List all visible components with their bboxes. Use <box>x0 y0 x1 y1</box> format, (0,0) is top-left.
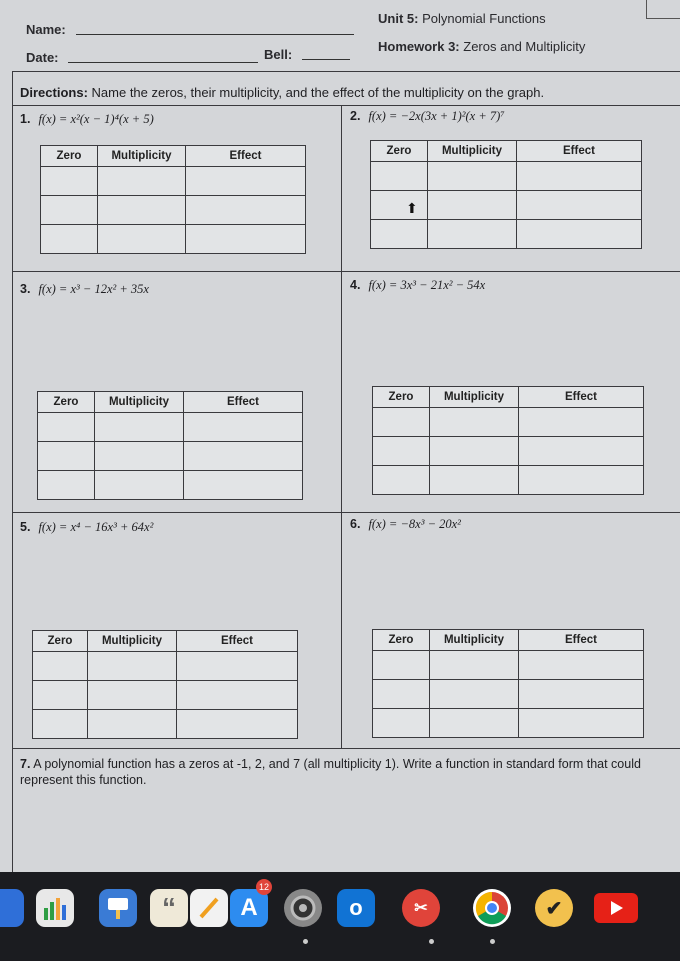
running-indicator <box>429 939 434 944</box>
multiplicity-header: Multiplicity <box>428 141 517 162</box>
zero-cell[interactable] <box>41 167 98 196</box>
zero-cell[interactable] <box>33 681 88 710</box>
multiplicity-cell[interactable] <box>88 681 177 710</box>
effect-cell[interactable] <box>184 442 303 471</box>
running-indicator <box>303 939 308 944</box>
effect-header: Effect <box>517 141 642 162</box>
multiplicity-cell[interactable] <box>430 466 519 495</box>
settings-icon[interactable] <box>284 889 322 927</box>
problem-5: 5. f(x) = x⁴ − 16x³ + 64x² <box>20 520 154 534</box>
zero-cell[interactable] <box>373 408 430 437</box>
column-divider <box>341 105 342 748</box>
problem-3: 3. f(x) = x³ − 12x² + 35x <box>20 282 149 296</box>
divider <box>12 748 680 749</box>
multiplicity-cell[interactable] <box>88 710 177 739</box>
table-row <box>38 413 303 442</box>
table-row <box>38 471 303 500</box>
chrome-logo-icon <box>475 891 509 925</box>
multiplicity-cell[interactable] <box>428 191 517 220</box>
answer-table-2 <box>370 140 642 249</box>
table-row <box>33 652 298 681</box>
effect-cell[interactable] <box>519 437 644 466</box>
table-row <box>33 710 298 739</box>
multiplicity-cell[interactable] <box>430 680 519 709</box>
effect-cell[interactable] <box>519 651 644 680</box>
zero-header: Zero <box>38 392 95 413</box>
effect-cell[interactable] <box>186 225 306 254</box>
zero-cell[interactable] <box>371 191 428 220</box>
multiplicity-cell[interactable] <box>430 408 519 437</box>
multiplicity-header: Multiplicity <box>430 630 519 651</box>
table-row <box>373 408 644 437</box>
zero-cell[interactable] <box>373 466 430 495</box>
zero-cell[interactable] <box>33 652 88 681</box>
zero-cell[interactable] <box>373 437 430 466</box>
pencil-icon[interactable] <box>190 889 228 927</box>
notification-badge: 12 <box>256 879 272 895</box>
multiplicity-cell[interactable] <box>430 651 519 680</box>
effect-header: Effect <box>519 630 644 651</box>
effect-cell[interactable] <box>519 680 644 709</box>
zero-header: Zero <box>373 387 430 408</box>
effect-header: Effect <box>184 392 303 413</box>
multiplicity-header: Multiplicity <box>95 392 184 413</box>
effect-cell[interactable] <box>184 413 303 442</box>
multiplicity-header: Multiplicity <box>88 631 177 652</box>
gear-icon <box>289 894 317 922</box>
effect-cell[interactable] <box>519 408 644 437</box>
zero-cell[interactable] <box>33 710 88 739</box>
unit-title: Unit 5: Polynomial Functions <box>378 11 546 26</box>
answer-table-4 <box>372 386 644 495</box>
bell-label: Bell: <box>264 47 293 62</box>
keynote-icon[interactable] <box>99 889 137 927</box>
table-row <box>33 681 298 710</box>
scissors-icon[interactable]: ✂ <box>402 889 440 927</box>
zero-cell[interactable] <box>41 225 98 254</box>
table-row <box>373 466 644 495</box>
notes-quote-icon[interactable]: “ <box>150 889 188 927</box>
zero-cell[interactable] <box>373 709 430 738</box>
zero-cell[interactable] <box>371 162 428 191</box>
answer-table-5 <box>32 630 298 739</box>
effect-cell[interactable] <box>519 709 644 738</box>
name-label: Name: <box>26 22 66 37</box>
table-row <box>373 709 644 738</box>
multiplicity-cell[interactable] <box>98 196 186 225</box>
chrome-icon[interactable] <box>473 889 511 927</box>
effect-cell[interactable] <box>186 167 306 196</box>
answer-table-1 <box>40 145 306 254</box>
corner-box <box>646 0 680 19</box>
name-line <box>76 34 354 35</box>
play-icon <box>608 900 624 916</box>
app-store-icon[interactable]: A <box>230 889 268 927</box>
multiplicity-cell[interactable] <box>98 167 186 196</box>
date-label: Date: <box>26 50 59 65</box>
multiplicity-cell[interactable] <box>88 652 177 681</box>
zero-cell[interactable] <box>38 471 95 500</box>
date-line <box>68 62 258 63</box>
multiplicity-cell[interactable] <box>95 471 184 500</box>
mouse-cursor-icon: ⬆ <box>406 200 418 216</box>
answer-table-6 <box>372 629 644 738</box>
effect-cell[interactable] <box>177 710 298 739</box>
bell-line <box>302 59 350 60</box>
effect-cell[interactable] <box>519 466 644 495</box>
effect-cell[interactable] <box>517 191 642 220</box>
zero-header: Zero <box>371 141 428 162</box>
pencil-glyph-icon <box>196 895 222 921</box>
table-row <box>41 196 306 225</box>
effect-cell[interactable] <box>517 220 642 249</box>
effect-cell[interactable] <box>186 196 306 225</box>
divider <box>12 105 680 106</box>
running-indicator <box>490 939 495 944</box>
effect-header: Effect <box>519 387 644 408</box>
problem-6: 6. f(x) = −8x³ − 20x² <box>350 517 461 531</box>
zero-cell[interactable] <box>373 651 430 680</box>
numbers-icon[interactable] <box>36 889 74 927</box>
problem-4: 4. f(x) = 3x³ − 21x² − 54x <box>350 278 486 292</box>
zero-cell[interactable] <box>371 220 428 249</box>
keynote-podium-icon <box>105 895 131 921</box>
table-row <box>371 220 642 249</box>
multiplicity-header: Multiplicity <box>98 146 186 167</box>
multiplicity-cell[interactable] <box>430 709 519 738</box>
multiplicity-cell[interactable] <box>95 413 184 442</box>
effect-header: Effect <box>177 631 298 652</box>
zero-cell[interactable] <box>38 442 95 471</box>
table-row <box>41 225 306 254</box>
zero-header: Zero <box>41 146 98 167</box>
divider <box>12 512 680 513</box>
table-row <box>373 437 644 466</box>
table-row <box>41 167 306 196</box>
effect-cell[interactable] <box>517 162 642 191</box>
table-row <box>38 442 303 471</box>
zero-cell[interactable] <box>41 196 98 225</box>
zero-header: Zero <box>33 631 88 652</box>
directions: Directions: Name the zeros, their multiplicity, and the effect of the multiplicity on the graph. <box>20 85 545 100</box>
multiplicity-cell[interactable] <box>428 162 517 191</box>
answer-table-3 <box>37 391 303 500</box>
effect-cell[interactable] <box>177 652 298 681</box>
table-row <box>371 162 642 191</box>
table-row <box>373 680 644 709</box>
homework-title: Homework 3: Zeros and Multiplicity <box>378 39 586 54</box>
outlook-icon[interactable]: o <box>337 889 375 927</box>
multiplicity-cell[interactable] <box>95 442 184 471</box>
problem-1: 1. f(x) = x²(x − 1)⁴(x + 5) <box>20 112 154 126</box>
question-7: 7. A polynomial function has a zeros at -1, 2, and 7 (all multiplicity 1). Write a function in standard form that could represent this function. <box>20 757 641 787</box>
zero-header: Zero <box>373 630 430 651</box>
zero-cell[interactable] <box>38 413 95 442</box>
multiplicity-cell[interactable] <box>428 220 517 249</box>
divider <box>12 271 680 272</box>
multiplicity-cell[interactable] <box>430 437 519 466</box>
multiplicity-header: Multiplicity <box>430 387 519 408</box>
problem-2: 2. f(x) = −2x(3x + 1)²(x + 7)⁷ <box>350 109 505 123</box>
effect-cell[interactable] <box>184 471 303 500</box>
zero-cell[interactable] <box>373 680 430 709</box>
effect-cell[interactable] <box>177 681 298 710</box>
multiplicity-cell[interactable] <box>98 225 186 254</box>
checkmark-icon[interactable]: ✔ <box>535 889 573 927</box>
effect-header: Effect <box>186 146 306 167</box>
table-row <box>373 651 644 680</box>
numbers-bars-icon <box>42 896 68 920</box>
finder-icon[interactable] <box>0 889 24 927</box>
youtube-icon[interactable] <box>594 893 638 923</box>
